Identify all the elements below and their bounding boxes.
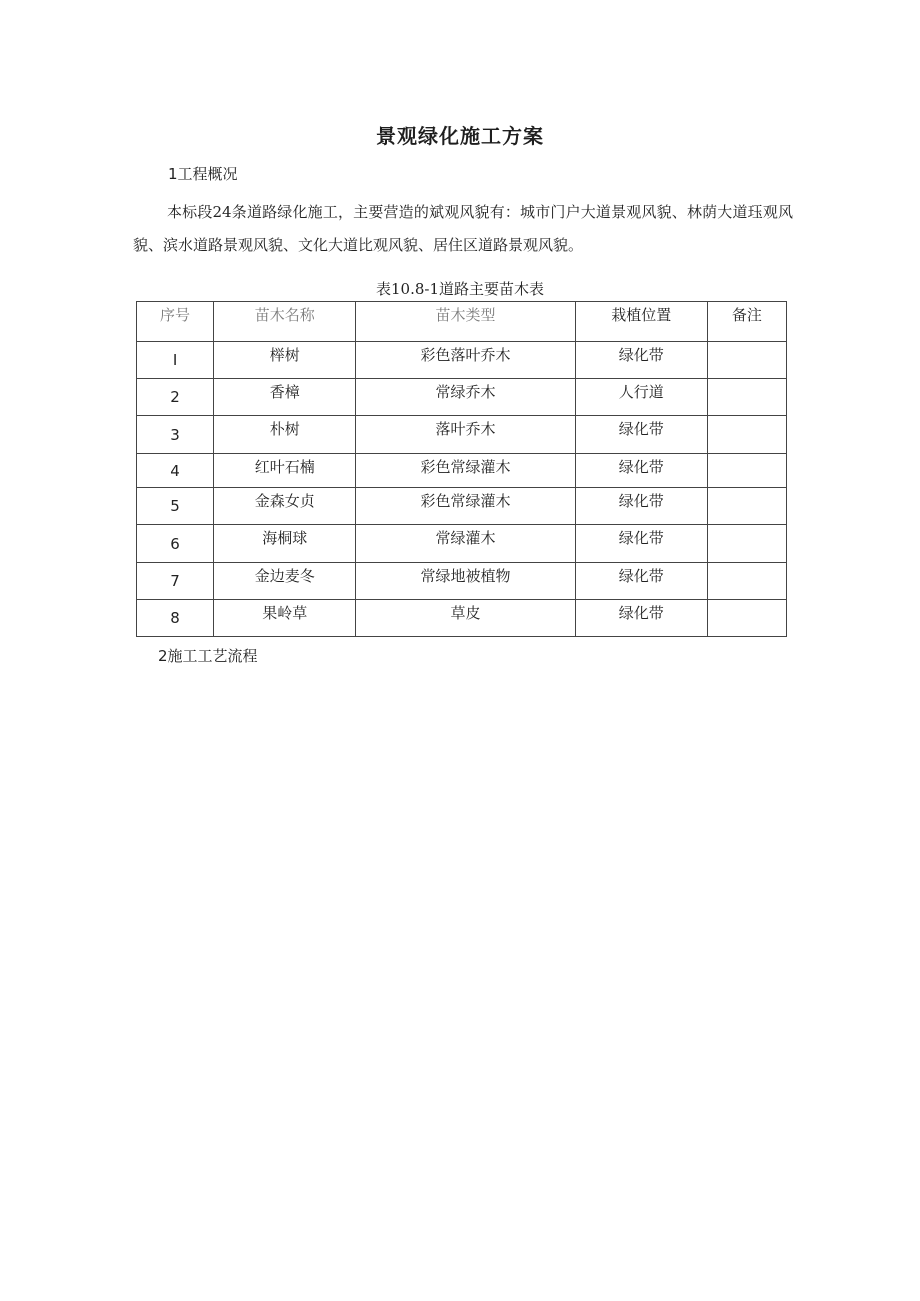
cell-name: 榉树 <box>214 342 356 379</box>
cell-name: 金森女贞 <box>214 488 356 525</box>
cell-name: 果岭草 <box>214 600 356 637</box>
cell-type: 常绿地被植物 <box>356 563 575 600</box>
table-row <box>137 416 787 454</box>
cell-type: 草皮 <box>356 600 575 637</box>
cell-note <box>707 600 786 637</box>
header-cell-index: 序号 <box>137 302 214 342</box>
cell-note <box>707 563 786 600</box>
cell-name: 金边麦冬 <box>214 563 356 600</box>
cell-position: 绿化带 <box>575 600 707 637</box>
cell-note <box>707 416 786 454</box>
header-cell-position: 栽植位置 <box>575 302 707 342</box>
table-row <box>137 342 787 379</box>
cell-position: 绿化带 <box>575 488 707 525</box>
header-cell-name: 苗木名称 <box>214 302 356 342</box>
page-title: 景观绿化施工方案 <box>376 124 544 148</box>
cell-type: 彩色落叶乔木 <box>356 342 575 379</box>
cell-position: 绿化带 <box>575 454 707 488</box>
section-heading-overview: 1工程概况 <box>168 165 238 183</box>
cell-index: 7 <box>137 563 214 600</box>
cell-note <box>707 379 786 416</box>
table-header-row <box>137 302 787 342</box>
cell-index: 4 <box>137 454 214 488</box>
cell-index: 8 <box>137 600 214 637</box>
table-row <box>137 600 787 637</box>
cell-position: 绿化带 <box>575 525 707 563</box>
cell-index: 3 <box>137 416 214 454</box>
cell-index: 6 <box>137 525 214 563</box>
table-row <box>137 563 787 600</box>
cell-index: 2 <box>137 379 214 416</box>
cell-position: 绿化带 <box>575 416 707 454</box>
cell-name: 海桐球 <box>214 525 356 563</box>
cell-note <box>707 488 786 525</box>
header-cell-note: 备注 <box>707 302 786 342</box>
cell-index: 5 <box>137 488 214 525</box>
seedling-table <box>136 301 787 637</box>
cell-type: 落叶乔木 <box>356 416 575 454</box>
table-row <box>137 454 787 488</box>
cell-position: 人行道 <box>575 379 707 416</box>
cell-note <box>707 525 786 563</box>
cell-position: 绿化带 <box>575 342 707 379</box>
table-row <box>137 525 787 563</box>
cell-type: 常绿灌木 <box>356 525 575 563</box>
cell-note <box>707 454 786 488</box>
intro-paragraph: 本标段24条道路绿化施工，主要营造的斌观风貌有：城市门户大道景观风貌、林荫大道珏观风貌、滨水道路景观风貌、文化大道比观风貌、居住区道路景观风貌。 <box>133 203 793 254</box>
cell-index: I <box>137 342 214 379</box>
section-heading-process: 2施工工艺流程 <box>158 647 258 665</box>
table-row <box>137 379 787 416</box>
cell-name: 香樟 <box>214 379 356 416</box>
cell-type: 彩色常绿灌木 <box>356 488 575 525</box>
cell-type: 常绿乔木 <box>356 379 575 416</box>
cell-note <box>707 342 786 379</box>
table-caption: 表10.8-1道路主要苗木表 <box>375 280 544 298</box>
cell-name: 红叶石楠 <box>214 454 356 488</box>
cell-name: 朴树 <box>214 416 356 454</box>
cell-position: 绿化带 <box>575 563 707 600</box>
header-cell-type: 苗木类型 <box>356 302 575 342</box>
table-row <box>137 488 787 525</box>
cell-type: 彩色常绿灌木 <box>356 454 575 488</box>
